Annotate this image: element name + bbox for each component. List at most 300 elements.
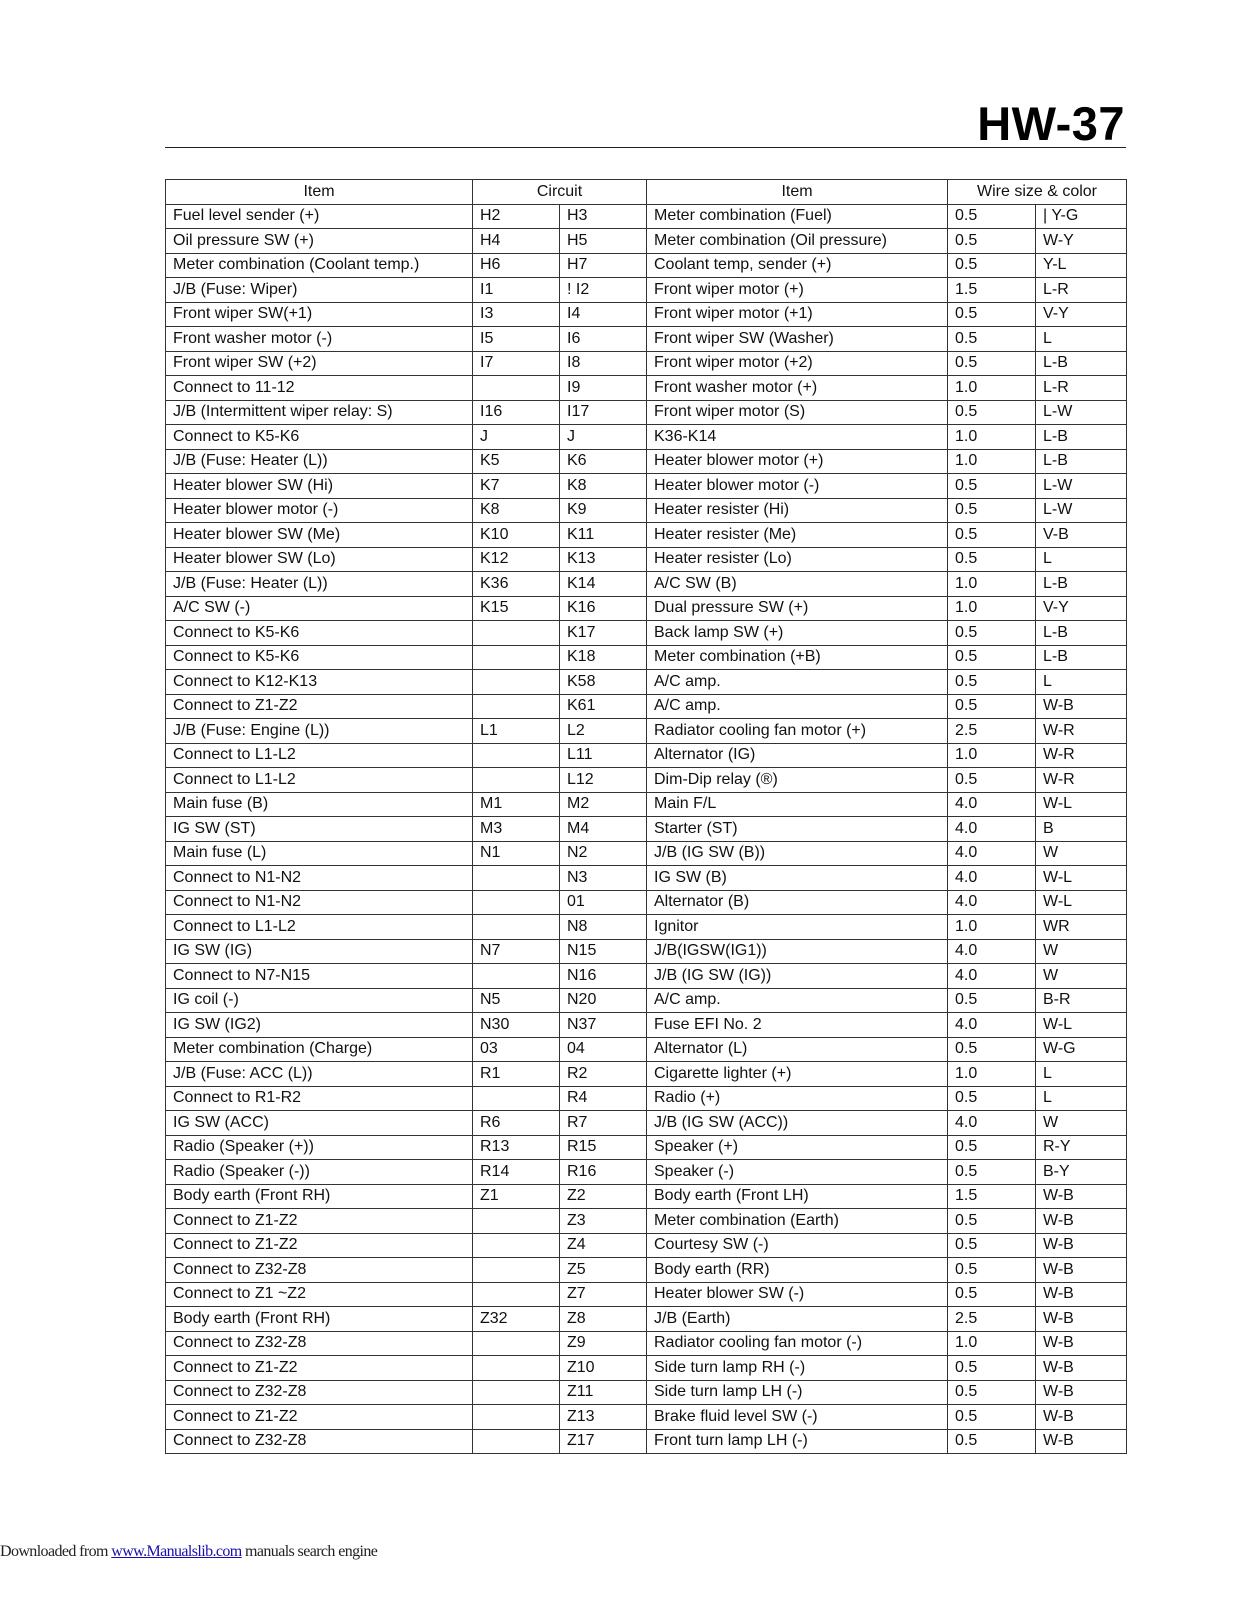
footer-prefix: Downloaded from [0,1543,112,1560]
row-wire-size: 0.5 [948,1086,1036,1111]
row-wire-color: B [1036,817,1127,842]
row-wire-color: WR [1036,915,1127,940]
row-circuit-from [473,890,560,915]
row-item: Connect to 11-12 [166,376,473,401]
row-circuit-from: N30 [473,1013,560,1038]
row-circuit-to: K13 [560,547,647,572]
row-circuit-from: R13 [473,1135,560,1160]
row-destination: Front wiper motor (+2) [647,351,948,376]
row-wire-size: 0.5 [948,1356,1036,1381]
row-circuit-from: I1 [473,278,560,303]
row-circuit-to: K6 [560,449,647,474]
table-row [166,351,1127,376]
row-destination: Speaker (-) [647,1160,948,1185]
row-circuit-to: K17 [560,621,647,646]
table-row [166,743,1127,768]
row-wire-color: B-Y [1036,1160,1127,1185]
row-item: Connect to K5-K6 [166,645,473,670]
row-destination: A/C amp. [647,988,948,1013]
row-item: IG SW (IG) [166,939,473,964]
row-circuit-to: Z10 [560,1356,647,1381]
row-item: Connect to K5-K6 [166,621,473,646]
row-wire-color: L [1036,670,1127,695]
row-wire-size: 4.0 [948,1013,1036,1038]
row-item: Connect to L1-L2 [166,768,473,793]
row-circuit-to: R4 [560,1086,647,1111]
row-item: Front washer motor (-) [166,327,473,352]
row-circuit-to: N3 [560,866,647,891]
table-row [166,768,1127,793]
row-item: Connect to Z1-Z2 [166,1356,473,1381]
row-item: Body earth (Front RH) [166,1184,473,1209]
row-circuit-to: K8 [560,474,647,499]
row-wire-size: 0.5 [948,1233,1036,1258]
table-row [166,1331,1127,1356]
row-circuit-from: L1 [473,719,560,744]
row-circuit-to: L12 [560,768,647,793]
row-circuit-from: R14 [473,1160,560,1185]
row-wire-size: 0.5 [948,1160,1036,1185]
row-destination: Body earth (RR) [647,1258,948,1283]
title-rule [165,147,1126,148]
row-destination: J/B(IGSW(IG1)) [647,939,948,964]
row-circuit-from [473,1282,560,1307]
row-circuit-from: I7 [473,351,560,376]
row-wire-size: 1.5 [948,278,1036,303]
row-wire-size: 1.0 [948,1331,1036,1356]
row-item: Connect to Z32-Z8 [166,1429,473,1454]
table-row [166,866,1127,891]
row-destination: Dim-Dip relay (®) [647,768,948,793]
table-row [166,572,1127,597]
table-row [166,1013,1127,1038]
row-circuit-to: R2 [560,1062,647,1087]
table-row [166,645,1127,670]
row-circuit-to: H3 [560,204,647,229]
row-item: J/B (Fuse: Engine (L)) [166,719,473,744]
row-item: Front wiper SW (+2) [166,351,473,376]
row-wire-size: 0.5 [948,351,1036,376]
row-item: Main fuse (L) [166,841,473,866]
row-circuit-to: Z11 [560,1380,647,1405]
table-row [166,988,1127,1013]
row-destination: Back lamp SW (+) [647,621,948,646]
row-wire-size: 0.5 [948,1037,1036,1062]
row-circuit-from: N1 [473,841,560,866]
row-wire-color: W-B [1036,1233,1127,1258]
table-row [166,278,1127,303]
row-destination: Heater resister (Me) [647,523,948,548]
row-destination: Heater resister (Lo) [647,547,948,572]
row-wire-color: L-B [1036,621,1127,646]
row-circuit-to: L2 [560,719,647,744]
row-wire-color: W-L [1036,792,1127,817]
row-circuit-to: N8 [560,915,647,940]
table-row [166,1233,1127,1258]
row-wire-size: 4.0 [948,1111,1036,1136]
row-wire-size: 4.0 [948,866,1036,891]
row-item: Heater blower motor (-) [166,498,473,523]
row-circuit-from [473,1429,560,1454]
row-destination: Side turn lamp RH (-) [647,1356,948,1381]
row-destination: Meter combination (Earth) [647,1209,948,1234]
row-wire-color: L-W [1036,498,1127,523]
table-row [166,1037,1127,1062]
row-item: Connect to L1-L2 [166,743,473,768]
row-circuit-from [473,1331,560,1356]
row-wire-size: 0.5 [948,327,1036,352]
row-wire-color: W-L [1036,890,1127,915]
table-row [166,523,1127,548]
row-circuit-from: J [473,425,560,450]
table-row [166,302,1127,327]
row-destination: Heater blower motor (-) [647,474,948,499]
row-circuit-from: M3 [473,817,560,842]
row-destination: Heater resister (Hi) [647,498,948,523]
row-destination: Alternator (IG) [647,743,948,768]
row-wire-color: W-L [1036,1013,1127,1038]
row-wire-color: W-B [1036,1356,1127,1381]
row-wire-color: | Y-G [1036,204,1127,229]
row-wire-color: W [1036,964,1127,989]
table-row [166,621,1127,646]
table-row [166,792,1127,817]
row-circuit-from: I3 [473,302,560,327]
row-wire-color: L-B [1036,425,1127,450]
row-item: Connect to N1-N2 [166,890,473,915]
wiring-table [165,179,1127,1454]
row-item: Connect to Z1-Z2 [166,1209,473,1234]
row-wire-size: 0.5 [948,1135,1036,1160]
row-circuit-from [473,621,560,646]
row-item: IG SW (ST) [166,817,473,842]
row-wire-size: 4.0 [948,792,1036,817]
table-row [166,719,1127,744]
row-wire-size: 0.5 [948,1405,1036,1430]
row-circuit-from: I16 [473,400,560,425]
row-circuit-to: K61 [560,694,647,719]
row-wire-color: W-B [1036,1380,1127,1405]
row-item: Connect to Z32-Z8 [166,1258,473,1283]
row-circuit-to: R16 [560,1160,647,1185]
footer [0,1543,377,1561]
row-item: IG SW (IG2) [166,1013,473,1038]
row-circuit-from [473,645,560,670]
row-destination: Courtesy SW (-) [647,1233,948,1258]
row-destination: J/B (Earth) [647,1307,948,1332]
table-row [166,670,1127,695]
row-wire-color: W-Y [1036,229,1127,254]
row-wire-size: 1.0 [948,572,1036,597]
row-destination: J/B (IG SW (ACC)) [647,1111,948,1136]
row-destination: IG SW (B) [647,866,948,891]
row-circuit-from [473,694,560,719]
row-wire-size: 1.0 [948,1062,1036,1087]
row-circuit-from: K8 [473,498,560,523]
row-wire-color: W-B [1036,1307,1127,1332]
row-item: Connect to N1-N2 [166,866,473,891]
row-circuit-from [473,915,560,940]
row-item: Fuel level sender (+) [166,204,473,229]
row-wire-size: 1.0 [948,376,1036,401]
row-destination: Speaker (+) [647,1135,948,1160]
row-circuit-to: M2 [560,792,647,817]
row-circuit-to: H7 [560,253,647,278]
row-item: Radio (Speaker (+)) [166,1135,473,1160]
row-wire-size: 0.5 [948,253,1036,278]
row-circuit-to: Z8 [560,1307,647,1332]
row-wire-color: W-B [1036,1429,1127,1454]
row-wire-color: W-B [1036,1184,1127,1209]
row-destination: Body earth (Front LH) [647,1184,948,1209]
row-circuit-to: M4 [560,817,647,842]
row-destination: Alternator (B) [647,890,948,915]
row-circuit-to: R7 [560,1111,647,1136]
row-circuit-from [473,376,560,401]
row-wire-size: 0.5 [948,768,1036,793]
row-circuit-to: K18 [560,645,647,670]
row-wire-color: W-B [1036,1282,1127,1307]
row-circuit-to: J [560,425,647,450]
row-circuit-to: Z7 [560,1282,647,1307]
table-row [166,1405,1127,1430]
row-circuit-to: K11 [560,523,647,548]
row-item: Connect to Z1-Z2 [166,1233,473,1258]
table-row [166,1356,1127,1381]
row-circuit-from [473,743,560,768]
row-wire-color: W-G [1036,1037,1127,1062]
table-row [166,841,1127,866]
row-circuit-from: K12 [473,547,560,572]
row-circuit-from: R6 [473,1111,560,1136]
row-wire-color: W-B [1036,1209,1127,1234]
table-row [166,376,1127,401]
row-circuit-from: I5 [473,327,560,352]
row-destination: J/B (IG SW (IG)) [647,964,948,989]
row-wire-color: B-R [1036,988,1127,1013]
row-circuit-to: Z4 [560,1233,647,1258]
row-item: J/B (Fuse: Wiper) [166,278,473,303]
row-wire-size: 4.0 [948,964,1036,989]
table-row [166,596,1127,621]
row-wire-size: 0.5 [948,547,1036,572]
row-item: Heater blower SW (Me) [166,523,473,548]
row-circuit-from [473,670,560,695]
row-destination: Meter combination (+B) [647,645,948,670]
row-circuit-from: R1 [473,1062,560,1087]
table-row [166,400,1127,425]
row-destination: Front wiper motor (+) [647,278,948,303]
row-circuit-to: N16 [560,964,647,989]
row-destination: Meter combination (Oil pressure) [647,229,948,254]
table-row [166,694,1127,719]
row-circuit-to: Z3 [560,1209,647,1234]
table-body [166,204,1127,1454]
row-wire-size: 1.0 [948,743,1036,768]
footer-suffix: manuals search engine [241,1543,378,1560]
row-circuit-to: 04 [560,1037,647,1062]
row-destination: Side turn lamp LH (-) [647,1380,948,1405]
row-item: Connect to N7-N15 [166,964,473,989]
row-wire-size: 2.5 [948,1307,1036,1332]
row-circuit-to: Z9 [560,1331,647,1356]
row-circuit-to: N15 [560,939,647,964]
row-destination: Coolant temp, sender (+) [647,253,948,278]
table-row [166,915,1127,940]
row-circuit-to: Z5 [560,1258,647,1283]
table-row [166,1258,1127,1283]
row-item: Connect to Z1-Z2 [166,694,473,719]
row-wire-size: 0.5 [948,229,1036,254]
row-destination: Heater blower motor (+) [647,449,948,474]
row-wire-color: V-Y [1036,596,1127,621]
row-circuit-to: N37 [560,1013,647,1038]
row-destination: Front wiper motor (+1) [647,302,948,327]
row-wire-color: W-L [1036,866,1127,891]
row-destination: Starter (ST) [647,817,948,842]
row-wire-color: W [1036,841,1127,866]
page-title: HW-37 [977,97,1125,150]
row-circuit-to: N2 [560,841,647,866]
row-item: Connect to K5-K6 [166,425,473,450]
row-destination: Radiator cooling fan motor (-) [647,1331,948,1356]
row-wire-color: L [1036,1062,1127,1087]
row-wire-size: 0.5 [948,670,1036,695]
row-circuit-from [473,1405,560,1430]
row-wire-color: W-R [1036,768,1127,793]
row-item: J/B (Fuse: ACC (L)) [166,1062,473,1087]
row-circuit-to: K16 [560,596,647,621]
table-row [166,1184,1127,1209]
row-item: Main fuse (B) [166,792,473,817]
row-wire-color: W-R [1036,743,1127,768]
row-circuit-from: K15 [473,596,560,621]
row-circuit-to: I9 [560,376,647,401]
row-wire-color: V-Y [1036,302,1127,327]
row-wire-size: 0.5 [948,1209,1036,1234]
row-circuit-from: Z1 [473,1184,560,1209]
table-row [166,1062,1127,1087]
row-destination: A/C amp. [647,670,948,695]
row-destination: K36-K14 [647,425,948,450]
row-circuit-to: I6 [560,327,647,352]
header-item-left: Item [166,180,473,205]
row-circuit-to: K58 [560,670,647,695]
table-row [166,425,1127,450]
table-row [166,964,1127,989]
table-row [166,1160,1127,1185]
row-circuit-from [473,768,560,793]
row-destination: Radio (+) [647,1086,948,1111]
row-circuit-from [473,1356,560,1381]
row-wire-size: 0.5 [948,988,1036,1013]
row-circuit-to: Z2 [560,1184,647,1209]
row-item: IG SW (ACC) [166,1111,473,1136]
row-item: Connect to L1-L2 [166,915,473,940]
row-wire-color: L-W [1036,474,1127,499]
table-row [166,1111,1127,1136]
row-wire-color: L-R [1036,376,1127,401]
row-destination: Alternator (L) [647,1037,948,1062]
row-circuit-from: K5 [473,449,560,474]
row-destination: Heater blower SW (-) [647,1282,948,1307]
row-item: A/C SW (-) [166,596,473,621]
row-wire-size: 0.5 [948,621,1036,646]
table-row [166,449,1127,474]
table-row [166,474,1127,499]
footer-link[interactable]: www.Manualslib.com [111,1543,242,1560]
row-destination: J/B (IG SW (B)) [647,841,948,866]
row-item: Front wiper SW(+1) [166,302,473,327]
row-destination: Main F/L [647,792,948,817]
row-item: J/B (Intermittent wiper relay: S) [166,400,473,425]
row-item: J/B (Fuse: Heater (L)) [166,449,473,474]
row-destination: Dual pressure SW (+) [647,596,948,621]
row-wire-size: 1.5 [948,1184,1036,1209]
table-row [166,253,1127,278]
row-circuit-from: N5 [473,988,560,1013]
row-circuit-from [473,1233,560,1258]
row-destination: Brake fluid level SW (-) [647,1405,948,1430]
row-item: Meter combination (Coolant temp.) [166,253,473,278]
row-wire-size: 0.5 [948,474,1036,499]
row-wire-size: 0.5 [948,694,1036,719]
table-row [166,1429,1127,1454]
row-wire-size: 0.5 [948,1380,1036,1405]
row-circuit-to: N20 [560,988,647,1013]
table-row [166,1086,1127,1111]
table-row [166,1282,1127,1307]
table-row [166,229,1127,254]
row-wire-size: 4.0 [948,841,1036,866]
row-item: Oil pressure SW (+) [166,229,473,254]
row-wire-color: L-B [1036,351,1127,376]
table-row [166,817,1127,842]
row-destination: Cigarette lighter (+) [647,1062,948,1087]
row-wire-color: L-B [1036,449,1127,474]
row-wire-size: 0.5 [948,302,1036,327]
row-item: Connect to Z1-Z2 [166,1405,473,1430]
row-wire-color: R-Y [1036,1135,1127,1160]
row-circuit-from: H4 [473,229,560,254]
header-circuit: Circuit [473,180,647,205]
row-wire-size: 1.0 [948,596,1036,621]
row-circuit-to: H5 [560,229,647,254]
row-wire-color: W [1036,939,1127,964]
row-wire-color: L [1036,547,1127,572]
table-row [166,498,1127,523]
row-item: Body earth (Front RH) [166,1307,473,1332]
row-wire-color: W-R [1036,719,1127,744]
row-circuit-to: ! I2 [560,278,647,303]
row-wire-size: 0.5 [948,498,1036,523]
row-circuit-to: 01 [560,890,647,915]
row-item: J/B (Fuse: Heater (L)) [166,572,473,597]
row-destination: Front wiper motor (S) [647,400,948,425]
row-wire-size: 0.5 [948,1429,1036,1454]
row-wire-size: 4.0 [948,817,1036,842]
header-wire-size-color: Wire size & color [948,180,1127,205]
row-circuit-from [473,964,560,989]
row-destination: Fuse EFI No. 2 [647,1013,948,1038]
row-wire-color: W-B [1036,1405,1127,1430]
row-circuit-from: M1 [473,792,560,817]
row-circuit-from: K10 [473,523,560,548]
row-circuit-from: 03 [473,1037,560,1062]
row-circuit-to: L11 [560,743,647,768]
row-circuit-to: Z17 [560,1429,647,1454]
table-header-row [166,180,1127,205]
